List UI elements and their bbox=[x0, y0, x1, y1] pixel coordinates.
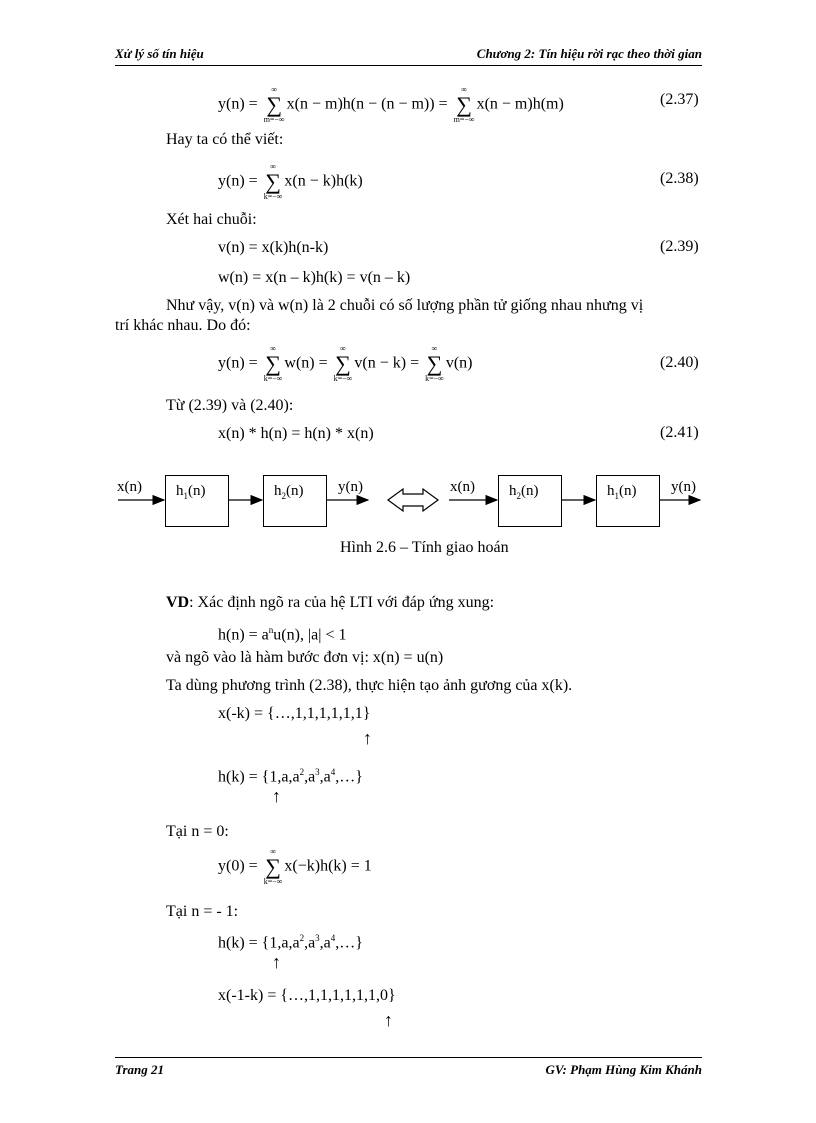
footer-page-number: Trang 21 bbox=[115, 1062, 164, 1077]
block-label: $h_1(n)$ bbox=[176, 483, 206, 501]
header-rule bbox=[115, 65, 702, 66]
equation-number: (2.39) bbox=[660, 238, 699, 255]
equation-number: (2.40) bbox=[660, 354, 699, 371]
sequence-x-minus-k: x(-k) = {…,1,1,1,1,1,1} bbox=[218, 705, 371, 722]
block-label: $h_2(n)$ bbox=[509, 483, 539, 501]
sequence-h-k-2: $h(k) = \{1,a,a^2,a^3,a^4,\dots\}$ bbox=[218, 933, 363, 952]
sum-symbol: ∞ ∑ k=−∞ bbox=[263, 344, 283, 383]
equation-2-41: x(n) * h(n) = h(n) * x(n) bbox=[218, 425, 374, 442]
sum-symbol: ∞ ∑ k=−∞ bbox=[425, 344, 444, 383]
sum-symbol: ∞ ∑ k=−∞ bbox=[333, 344, 353, 383]
equation-number: (2.37) bbox=[660, 91, 699, 108]
double-arrow-icon bbox=[388, 489, 438, 511]
example-input-line: và ngõ vào là hàm bước đơn vị: x(n) = u(n) bbox=[166, 649, 444, 666]
block-label: $h_2(n)$ bbox=[274, 483, 304, 501]
footer-rule bbox=[115, 1057, 702, 1058]
equation-y0: y(0) = ∞ ∑ k=−∞ x(−k)h(k) = 1 bbox=[218, 847, 372, 886]
up-arrow-icon: ↑ bbox=[363, 728, 372, 748]
footer-author: GV: Phạm Hùng Kim Khánh bbox=[545, 1062, 702, 1077]
example-h-definition: $h(n) = a^nu(n)$, |a| < 1 bbox=[218, 625, 347, 644]
header-right: Chương 2: Tín hiệu rời rạc theo thời gian bbox=[476, 46, 702, 61]
equation-number: (2.38) bbox=[660, 170, 699, 187]
example-label: VD bbox=[166, 594, 190, 611]
signal-label: x(n) bbox=[450, 479, 475, 495]
up-arrow-icon: ↑ bbox=[272, 952, 281, 972]
up-arrow-icon: ↑ bbox=[272, 786, 281, 806]
figure-caption: Hình 2.6 – Tính giao hoán bbox=[340, 539, 509, 556]
example-intro: VD: Xác định ngõ ra của hệ LTI với đáp ứng xung: bbox=[166, 594, 495, 611]
case-n-minus-one: Tại n = - 1: bbox=[166, 903, 239, 920]
equation-2-38: y(n) = ∞ ∑ k=−∞ x(n − k)h(k) bbox=[218, 162, 363, 201]
signal-label: y(n) bbox=[338, 479, 363, 495]
paragraph: trí khác nhau. Do đó: bbox=[115, 317, 251, 334]
equation-2-37: y(n) = ∞ ∑ m=−∞ x(n − m)h(n − (n − m)) = ∞ ∑ m=−∞ x(n − m)h(m) bbox=[218, 85, 564, 124]
block-label: $h_1(n)$ bbox=[607, 483, 637, 501]
paragraph: Như vậy, v(n) và w(n) là 2 chuỗi có số lượng phần tử giống nhau nhưng vị bbox=[166, 297, 644, 314]
signal-label: y(n) bbox=[671, 479, 696, 495]
up-arrow-icon: ↑ bbox=[384, 1010, 393, 1030]
equation-2-40: y(n) = ∞ ∑ k=−∞ w(n) = ∞ ∑ k=−∞ v(n − k) = ∞ ∑ k=−∞ v(n) bbox=[218, 344, 473, 383]
sum-symbol: ∞ ∑ m=−∞ bbox=[263, 85, 285, 124]
equation-2-39-line2: w(n) = x(n – k)h(k) = v(n – k) bbox=[218, 269, 411, 286]
sum-symbol: ∞ ∑ k=−∞ bbox=[263, 162, 283, 201]
equation-number: (2.41) bbox=[660, 424, 699, 441]
example-method: Ta dùng phương trình (2.38), thực hiện tạo ảnh gương của x(k). bbox=[166, 677, 573, 694]
case-n-zero: Tại n = 0: bbox=[166, 823, 229, 840]
sequence-x-minus-1-minus-k: x(-1-k) = {…,1,1,1,1,1,1,0} bbox=[218, 987, 396, 1004]
paragraph: Xét hai chuỗi: bbox=[166, 211, 257, 228]
sum-symbol: ∞ ∑ m=−∞ bbox=[453, 85, 475, 124]
paragraph: Từ (2.39) và (2.40): bbox=[166, 397, 294, 414]
equation-2-39-line1: v(n) = x(k)h(n-k) bbox=[218, 239, 329, 256]
paragraph: Hay ta có thể viết: bbox=[166, 131, 284, 148]
signal-label: x(n) bbox=[117, 479, 142, 495]
sequence-h-k: $h(k) = \{1,a,a^2,a^3,a^4,\dots\}$ bbox=[218, 767, 363, 786]
sum-symbol: ∞ ∑ k=−∞ bbox=[263, 847, 283, 886]
header-left: Xử lý số tín hiệu bbox=[115, 46, 204, 61]
